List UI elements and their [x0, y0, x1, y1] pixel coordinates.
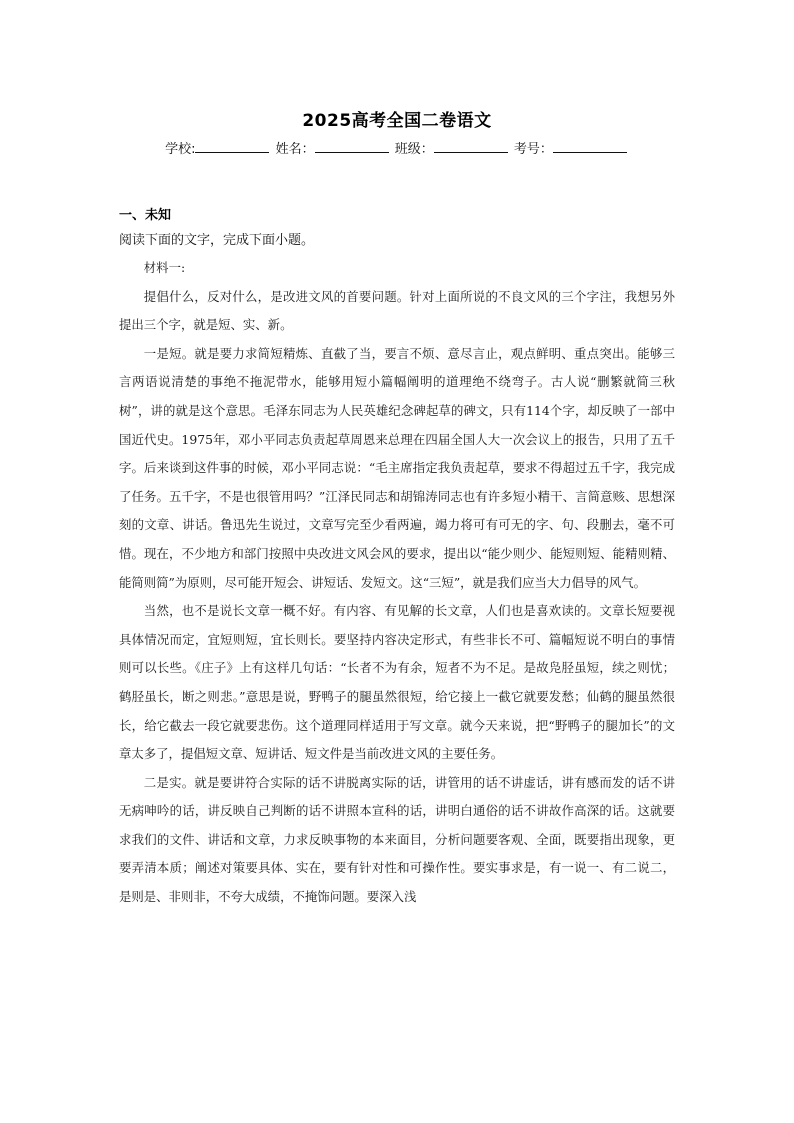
student-info-line: [0, 138, 794, 157]
exam-number-label: 考号：: [513, 142, 553, 157]
name-label: 姓名：: [275, 142, 315, 157]
material-label: 材料一:: [143, 260, 186, 275]
exam-number-blank[interactable]: [553, 140, 627, 153]
reading-instruction: 阅读下面的文字，完成下面小题。: [119, 233, 315, 248]
passage-paragraph: 提倡什么，反对什么，是改进文风的首要问题。针对上面所说的不良文风的三个字注，我想另外提出三个字，就是短、实、新。: [119, 288, 675, 333]
name-field: [276, 138, 391, 157]
document-title: 2025高考全国二卷语文: [302, 111, 492, 131]
reading-passage: [119, 254, 675, 912]
class-label: 班级：: [394, 142, 434, 157]
section-heading: 一、未知: [119, 208, 172, 223]
school-field: [165, 138, 271, 157]
passage-paragraph: 二是实。就是要讲符合实际的话不讲脱离实际的话，讲管用的话不讲虚话，讲有感而发的话不讲无病呻吟的话，讲反映自己判断的话不讲照本宣科的话，讲明白通俗的话不讲故作高深的话。这就要求我们的文件、讲话和文章，力求反映事物的本来面目，分析问题要客观、全面，既要指出现象，更要弄清本质；阐述对策要具体、实在，要有针对性和可操作性。要实事求是，有一说一、有二说二，是则是、非则非，不夸大成绩，不掩饰问题。要深入浅: [119, 774, 675, 905]
passage-paragraph: 当然，也不是说长文章一概不好。有内容、有见解的长文章，人们也是喜欢读的。文章长短要视具体情况而定，宜短则短，宜长则长。要坚持内容决定形式，有些非长不可、篇幅短说不明白的事情则可以长些。《庄子》上有这样几句话：“长者不为有余，短者不为不足。是故凫胫虽短，续之则忧；鹤胫虽长，断之则悲。”意思是说，野鸭子的腿虽然很短，给它接上一截它就要发愁；仙鹤的腿虽然很长，给它截去一段它就要悲伤。这个道理同样适用于写文章。就今天来说，把“野鸭子的腿加长”的文章太多了，提倡短文章、短讲话、短文件是当前改进文风的主要任务。: [119, 603, 675, 762]
exam-number-field: [514, 138, 629, 157]
school-label: 学校:: [165, 142, 196, 157]
class-field: [395, 138, 510, 157]
school-blank[interactable]: [195, 140, 269, 153]
name-blank[interactable]: [315, 140, 389, 153]
passage-paragraph: 一是短。就是要力求简短精炼、直截了当，要言不烦、意尽言止，观点鲜明、重点突出。能够三言两语说清楚的事绝不拖泥带水，能够用短小篇幅阐明的道理绝不绕弯子。古人说“删繁就简三秋树”，讲的就是这个意思。毛泽东同志为人民英雄纪念碑起草的碑文，只有114个字，却反映了一部中国近代史。1975年，邓小平同志负责起草周恩来总理在四届全国人大一次会议上的报告，只用了五千字。后来谈到这件事的时候，邓小平同志说：“毛主席指定我负责起草，要求不得超过五千字，我完成了任务。五千字，不是也很管用吗？”江泽民同志和胡锦涛同志也有许多短小精干、言简意赅、思想深刻的文章、讲话。鲁迅先生说过，文章写完至少看两遍，竭力将可有可无的字、句、段删去，毫不可惜。现在，不少地方和部门按照中央改进文风会风的要求，提出以“能少则少、能短则短、能精则精、能简则简”为原则，尽可能开短会、讲短话、发短文。这“三短”，就是我们应当大力倡导的风气。: [119, 345, 675, 590]
class-blank[interactable]: [434, 140, 508, 153]
